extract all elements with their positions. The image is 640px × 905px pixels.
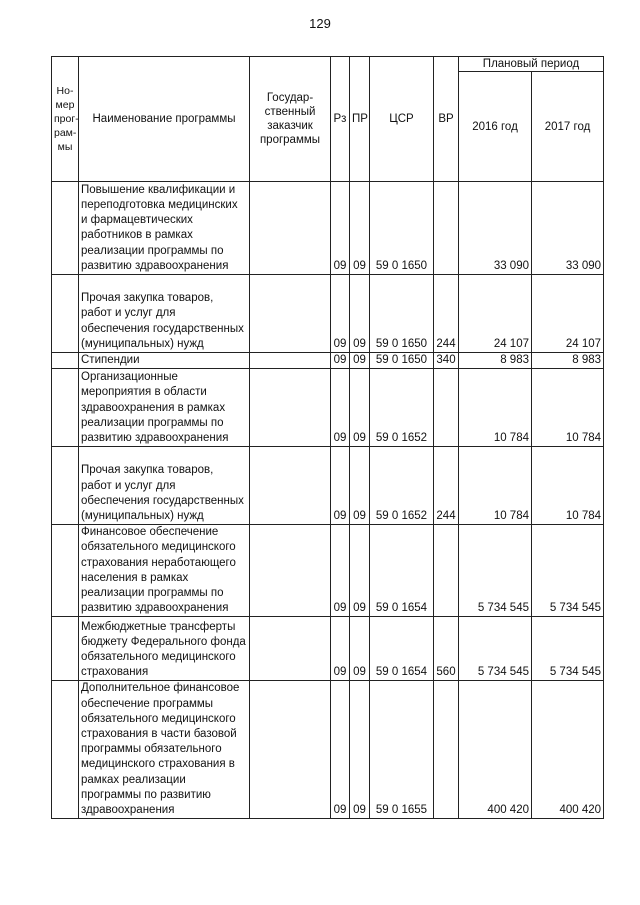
cell-vr: 244 (434, 447, 459, 525)
cell-number (52, 681, 79, 819)
cell-2017: 8 983 (532, 353, 604, 369)
header-program-name: Наименование программы (79, 57, 250, 182)
cell-pr: 09 (350, 681, 370, 819)
header-planning-period: Плановый период (459, 57, 604, 72)
cell-number (52, 275, 79, 353)
cell-number (52, 369, 79, 447)
cell-customer (250, 275, 331, 353)
cell-rz: 09 (331, 525, 350, 617)
cell-customer (250, 369, 331, 447)
cell-customer (250, 681, 331, 819)
cell-number (52, 447, 79, 525)
cell-program-name: Дополнительное финансовое обеспечение программы обязательного медицинского страхования в части базовой программы обязательного медицинского страхования в рамках реализации программы по развитию здравоохранения (79, 681, 250, 819)
cell-2016: 8 983 (459, 353, 532, 369)
cell-2016: 10 784 (459, 369, 532, 447)
header-year-2016: 2016 год (459, 72, 532, 182)
cell-csr: 59 0 1652 (370, 369, 434, 447)
cell-pr: 09 (350, 525, 370, 617)
cell-program-name: Стипендии (79, 353, 250, 369)
cell-csr: 59 0 1654 (370, 525, 434, 617)
table-row (52, 353, 604, 369)
cell-vr (434, 369, 459, 447)
cell-rz: 09 (331, 353, 350, 369)
cell-program-name: Межбюджетные трансферты бюджету Федерального фонда обязательного медицинского страхования (79, 617, 250, 681)
table-row (52, 525, 604, 617)
cell-vr (434, 182, 459, 275)
cell-vr: 340 (434, 353, 459, 369)
cell-2016: 10 784 (459, 447, 532, 525)
cell-2017: 400 420 (532, 681, 604, 819)
header-pr: ПР (350, 57, 370, 182)
cell-vr (434, 681, 459, 819)
cell-csr: 59 0 1650 (370, 353, 434, 369)
cell-pr: 09 (350, 447, 370, 525)
table-row (52, 447, 604, 525)
header-vr: ВР (434, 57, 459, 182)
header-rz: Рз (331, 57, 350, 182)
cell-2016: 5 734 545 (459, 525, 532, 617)
cell-number (52, 617, 79, 681)
cell-program-name: Организационные мероприятия в области здравоохранения в рамках реализации программы по развитию здравоохранения (79, 369, 250, 447)
cell-pr: 09 (350, 369, 370, 447)
cell-number (52, 525, 79, 617)
cell-program-name: Прочая закупка товаров, работ и услуг для обеспечения государственных (муниципальных) нужд (79, 447, 250, 525)
page-number: 129 (309, 16, 331, 31)
cell-2016: 5 734 545 (459, 617, 532, 681)
cell-customer (250, 182, 331, 275)
cell-rz: 09 (331, 447, 350, 525)
header-csr: ЦСР (370, 57, 434, 182)
cell-customer (250, 617, 331, 681)
cell-rz: 09 (331, 617, 350, 681)
header-year-2017: 2017 год (532, 72, 604, 182)
cell-csr: 59 0 1654 (370, 617, 434, 681)
cell-2017: 5 734 545 (532, 617, 604, 681)
table-row (52, 369, 604, 447)
cell-vr: 560 (434, 617, 459, 681)
cell-2017: 10 784 (532, 447, 604, 525)
cell-2016: 24 107 (459, 275, 532, 353)
cell-program-name: Прочая закупка товаров, работ и услуг для обеспечения государственных (муниципальных) нужд (79, 275, 250, 353)
cell-csr: 59 0 1655 (370, 681, 434, 819)
table-row (52, 617, 604, 681)
cell-program-name: Финансовое обеспечение обязательного медицинского страхования неработающего населения в рамках реализации программы по развитию здравоохранения (79, 525, 250, 617)
cell-rz: 09 (331, 275, 350, 353)
table-row (52, 182, 604, 275)
cell-2017: 24 107 (532, 275, 604, 353)
cell-number (52, 182, 79, 275)
cell-program-name: Повышение квалификации и переподготовка медицинских и фармацевтических работников в рамках реализации программы по развитию здравоохранения (79, 182, 250, 275)
cell-2017: 33 090 (532, 182, 604, 275)
table-row (52, 681, 604, 819)
cell-vr: 244 (434, 275, 459, 353)
cell-customer (250, 525, 331, 617)
header-customer: Государ-ственный заказчик программы (250, 57, 331, 182)
cell-csr: 59 0 1650 (370, 182, 434, 275)
cell-customer (250, 353, 331, 369)
cell-pr: 09 (350, 275, 370, 353)
cell-customer (250, 447, 331, 525)
cell-2017: 10 784 (532, 369, 604, 447)
cell-pr: 09 (350, 353, 370, 369)
cell-2016: 400 420 (459, 681, 532, 819)
cell-rz: 09 (331, 182, 350, 275)
cell-pr: 09 (350, 617, 370, 681)
header-program-number: Но-мер прог-рам-мы (52, 57, 79, 182)
cell-pr: 09 (350, 182, 370, 275)
cell-csr: 59 0 1652 (370, 447, 434, 525)
cell-2017: 5 734 545 (532, 525, 604, 617)
cell-rz: 09 (331, 369, 350, 447)
budget-table (51, 56, 604, 819)
cell-csr: 59 0 1650 (370, 275, 434, 353)
cell-vr (434, 525, 459, 617)
cell-number (52, 353, 79, 369)
table-row (52, 275, 604, 353)
cell-rz: 09 (331, 681, 350, 819)
cell-2016: 33 090 (459, 182, 532, 275)
